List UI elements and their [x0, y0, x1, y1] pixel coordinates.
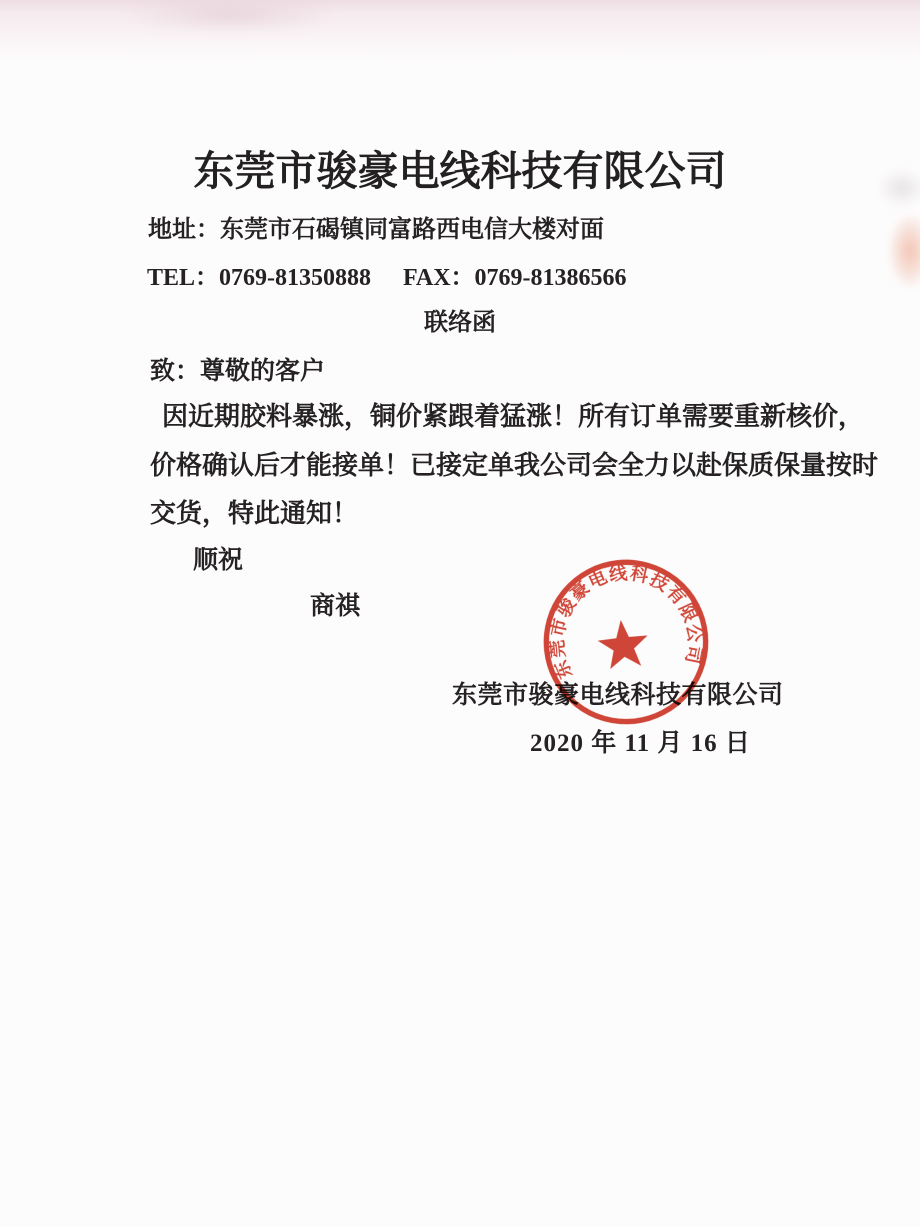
svg-text:东莞市骏豪电线科技有限公司: [539, 555, 707, 683]
scan-artifact-top-band: [0, 0, 920, 70]
company-stamp: [531, 547, 720, 736]
body-line: 因近期胶料暴涨，铜价紧跟着猛涨！所有订单需要重新核价，: [162, 402, 865, 431]
stamp-ring-text: 东莞市骏豪电线科技有限公司: [546, 562, 706, 682]
tel-fax-line: [147, 257, 627, 292]
star-icon: [596, 617, 651, 670]
signature-date: 2020 年 11 月 16 日: [530, 730, 751, 757]
closing-line-2: 商祺: [310, 593, 361, 620]
address-line: 地址：东莞市石碣镇同富路西电信大楼对面: [148, 217, 604, 243]
subject-title: 联络函: [424, 310, 496, 336]
scan-artifact-blotch: [90, 0, 370, 38]
salutation-line: 致：尊敬的客户: [150, 358, 326, 385]
signature-company: 东莞市骏豪电线科技有限公司: [452, 682, 784, 709]
fax-value: FAX：0769-81386566: [403, 265, 627, 291]
tel-value: TEL：0769-81350888: [147, 265, 372, 291]
body-line: 交货，特此通知！: [150, 499, 359, 528]
body-line: 价格确认后才能接单！已接定单我公司会全力以赴保质保量按时: [150, 451, 879, 480]
company-title: 东莞市骏豪电线科技有限公司: [193, 148, 727, 194]
closing-line-1: 顺祝: [193, 547, 244, 574]
